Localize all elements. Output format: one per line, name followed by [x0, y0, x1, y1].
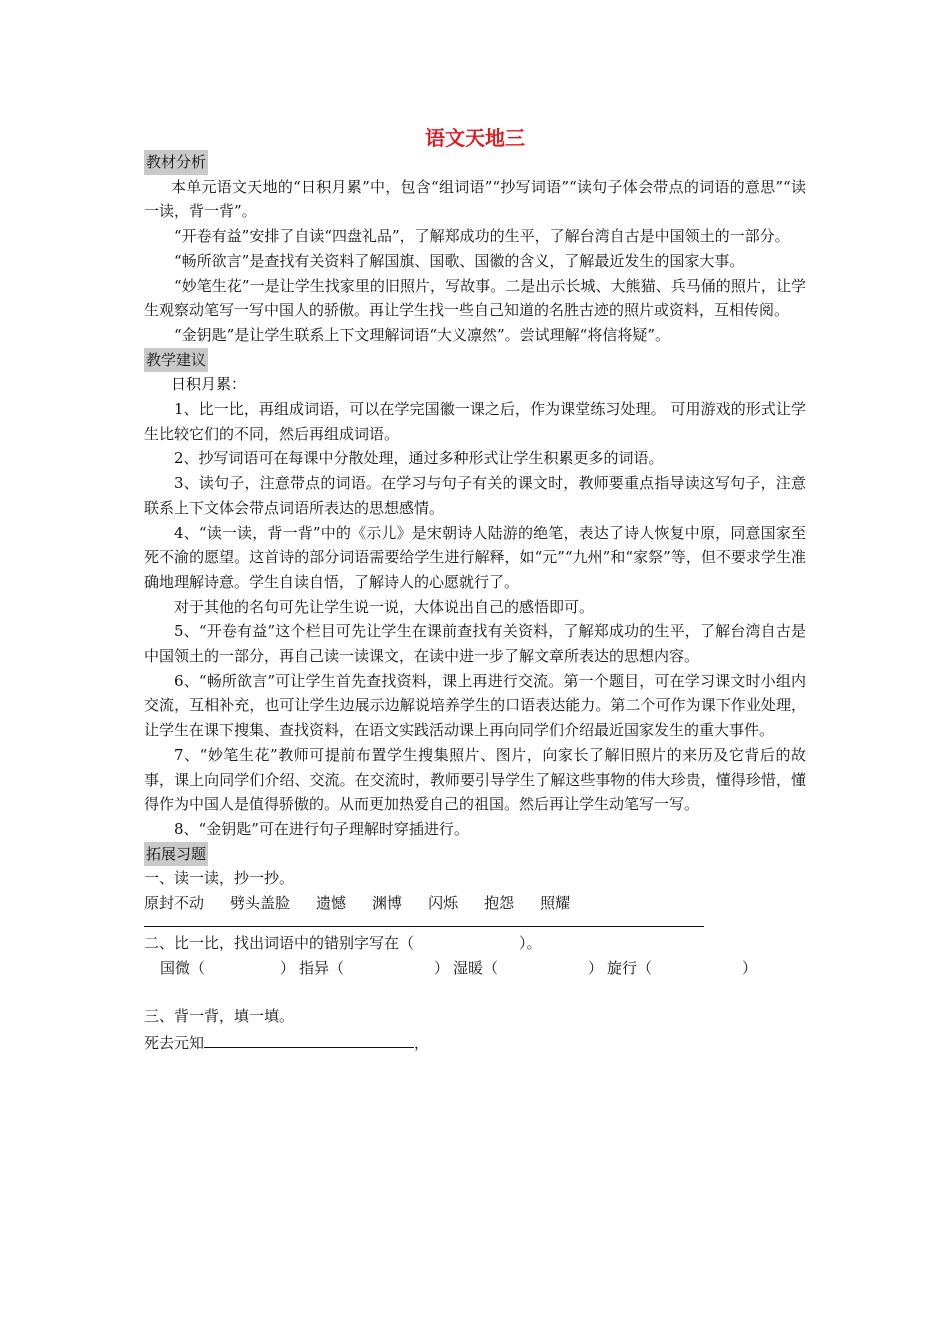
exercise-3-prompt: 三、背一背，填一填。 — [144, 1007, 295, 1026]
word-item: 原封不动 — [144, 894, 205, 913]
paragraph: 1、比一比，再组成词语，可以在学完国徽一课之后，作为课堂练习处理。 可用游戏的形式让学生比较它们的不同，然后再组成词语。 — [144, 400, 806, 443]
paragraph: “开卷有益”安排了自读“四盘礼品”，了解郑成功的生平，了解台湾自古是中国领土的一部分。 — [174, 227, 790, 246]
blank-item[interactable]: 湿暖（ ） — [453, 958, 604, 977]
section-exercises — [144, 842, 806, 1056]
word-item: 渊博 — [372, 894, 403, 913]
exercise-2-items — [144, 956, 806, 981]
exercise-2-prompt: 二、比一比，找出词语中的错别字写在（ ）。 — [144, 933, 542, 952]
section-heading-analysis: 教材分析 — [144, 150, 208, 175]
paragraph: “妙笔生花”一是让学生找家里的旧照片，写故事。二是出示长城、大熊猫、兵马俑的照片，让学生观察动笔写一写中国人的骄傲。再让学生找一些自己知道的名胜古迹的照片或资料，互相传阅。 — [144, 276, 806, 320]
word-item: 照耀 — [540, 894, 571, 913]
poem-suffix: ， — [414, 1033, 430, 1052]
exercise-1-words — [144, 891, 806, 916]
paragraph: 5、“开卷有益”这个栏目可先让学生在课前查找有关资料，了解郑成功的生平，了解台湾自古是中国领土的一部分，再自己读一读课文，在读中进一步了解文章所表达的思想内容。 — [144, 622, 806, 666]
paragraph: 对于其他的名句可先让学生说一说，大体说出自己的感悟即可。 — [174, 597, 595, 616]
paragraph: 8、“金钥匙”可在进行句子理解时穿插进行。 — [174, 819, 469, 838]
paragraph: “金钥匙”是让学生联系上下文理解词语“大义凛然”。尝试理解“将信将疑”。 — [174, 325, 671, 344]
paragraph: 4、“读一读，背一背”中的《示儿》是宋朝诗人陆游的绝笔，表达了诗人恢复中原，同意国家至死不渝的愿望。这首诗的部分词语需要给学生进行解释，如“元”“九州”和“家祭”等，但不要求学生准确地理解诗意。学生自读自悟，了解诗人的心愿就行了。 — [144, 523, 806, 591]
paragraph: 6、“畅所欲言”可让学生首先查找资料，课上再进行交流。第一个题目，可在学习课文时小组内交流，互相补充，也可让学生边展示边解说培养学生的口语表达能力。第二个可作为课下作业处理，让学生在课下搜集、查找资料，在语文实践活动课上再向同学们介绍最近国家发生的重大事件。 — [144, 671, 806, 740]
page-title: 语文天地三 — [425, 126, 525, 150]
section-suggestions — [144, 348, 806, 842]
poem-prefix: 死去元知 — [144, 1033, 205, 1052]
blank-item[interactable]: 旋行（ ） — [607, 958, 758, 977]
copy-answer-line[interactable] — [144, 926, 704, 927]
exercise-3-line — [144, 1029, 806, 1056]
word-item: 抱怨 — [484, 894, 515, 913]
paragraph: 3、读句子，注意带点的词语。在学习与句子有关的课文时，教师要重点指导读这写句子，注意联系上下文体会带点词语所表达的思想感情。 — [144, 474, 806, 517]
blank-item[interactable]: 国微（ ） — [160, 958, 296, 977]
fill-blank[interactable] — [204, 1029, 414, 1048]
paragraph-intro: 日积月累： — [171, 375, 247, 394]
section-analysis — [144, 150, 806, 348]
blank-item[interactable]: 指异（ ） — [299, 958, 450, 977]
word-item: 劈头盖脸 — [230, 894, 291, 913]
document-body — [144, 150, 806, 1056]
section-heading-suggestions: 教学建议 — [144, 348, 208, 373]
paragraph: “畅所欲言”是查找有关资料了解国旗、国歌、国徽的含义，了解最近发生的国家大事。 — [174, 251, 745, 270]
paragraph: 本单元语文天地的“日积月累”中，包含“组词语”“抄写词语”“读句子体会带点的词语的意思”“读一读，背一背”。 — [144, 177, 806, 221]
section-heading-exercises: 拓展习题 — [144, 842, 208, 867]
exercise-1-prompt: 一、读一读，抄一抄。 — [144, 869, 295, 888]
paragraph: 2、抄写词语可在每课中分散处理，通过多种形式让学生积累更多的词语。 — [174, 449, 664, 468]
spacer — [144, 980, 806, 1004]
word-item: 遗憾 — [316, 894, 347, 913]
word-item: 闪烁 — [428, 894, 459, 913]
paragraph: 7、“妙笔生花”教师可提前布置学生搜集照片、图片，向家长了解旧照片的来历及它背后的故事，课上向同学们介绍、交流。在交流时，教师要引导学生了解这些事物的伟大珍贵，懂得珍惜，懂得作为中国人是值得骄傲的。从而更加热爱自己的祖国。然后再让学生动笔写一写。 — [144, 745, 806, 814]
